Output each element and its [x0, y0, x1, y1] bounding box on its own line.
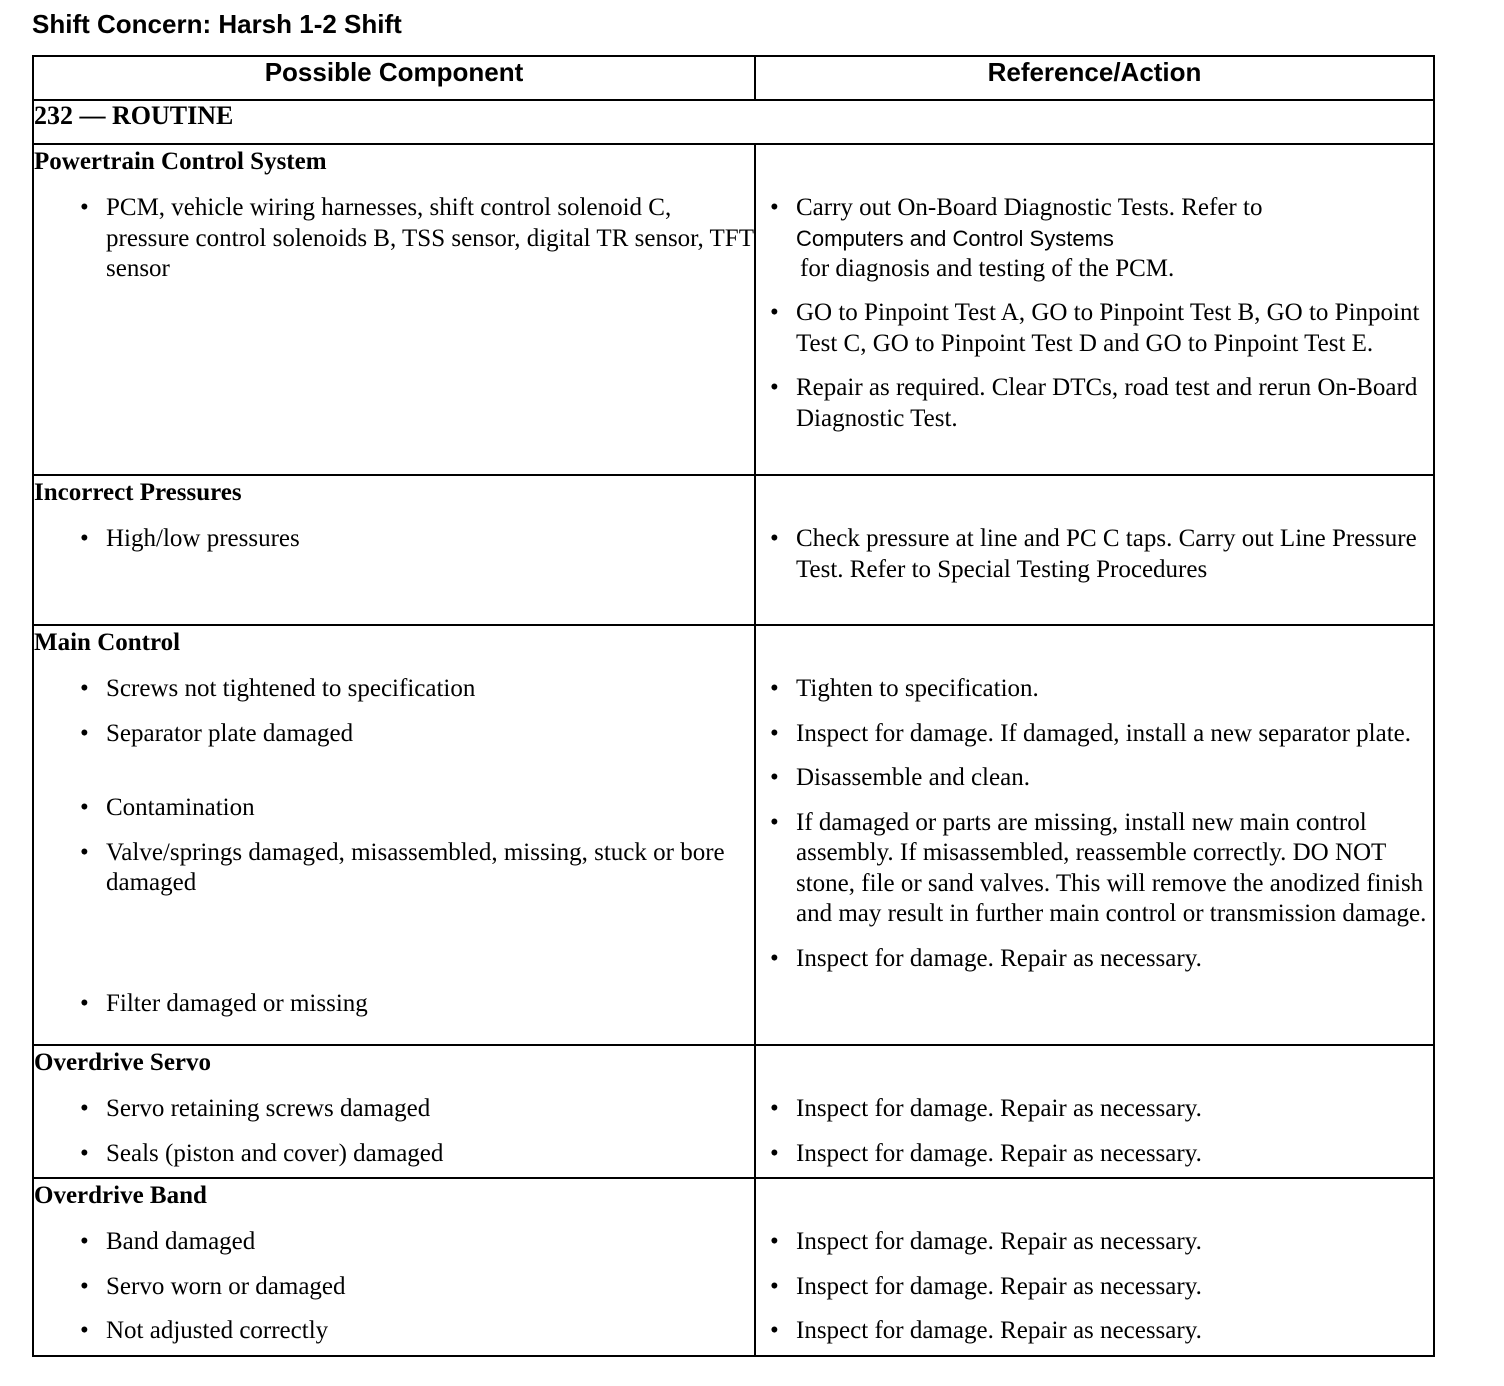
- action-list: [756, 1094, 1433, 1169]
- component-item: • Valve/springs damaged, misassembled, missing, stuck or bore damaged: [34, 838, 754, 899]
- action-cell: [755, 625, 1434, 1045]
- component-item: • Contamination: [34, 793, 754, 824]
- action-text: Carry out On-Board Diagnostic Tests. Refer to: [796, 194, 1263, 221]
- action-list: [756, 1227, 1433, 1347]
- group-title: Main Control: [34, 629, 181, 656]
- component-item: • Filter damaged or missing: [34, 989, 754, 1020]
- action-cell: [755, 1178, 1434, 1356]
- component-item: • PCM, vehicle wiring harnesses, shift control solenoid C, pressure control solenoids B, TSS sensor, digital TR sensor, TFT sensor: [34, 193, 754, 285]
- component-list: [34, 1227, 754, 1347]
- action-item: [756, 193, 1433, 284]
- group-row-incorrect-pressures: [33, 475, 1434, 625]
- component-cell: [33, 625, 755, 1045]
- group-row-overdrive-servo: [33, 1045, 1434, 1178]
- component-cell: [33, 1178, 755, 1356]
- component-item: • Servo worn or damaged: [34, 1272, 754, 1303]
- group-row-overdrive-band: [33, 1178, 1434, 1356]
- action-list: [756, 674, 1433, 974]
- component-item: • Screws not tightened to specification: [34, 674, 754, 705]
- component-item: • Seals (piston and cover) damaged: [34, 1139, 754, 1170]
- component-list: [34, 1094, 754, 1169]
- action-item: • If damaged or parts are missing, install new main control assembly. If misassembled, reassemble correctly. DO NOT stone, file or sand valves. This will remove the anodized finish and may result in further main control or transmission damage.: [756, 808, 1433, 930]
- component-cell: [33, 475, 755, 625]
- group-title: Powertrain Control System: [34, 148, 327, 175]
- action-item: • Disassemble and clean.: [756, 763, 1433, 794]
- action-cell: [755, 1045, 1434, 1178]
- action-item: • Inspect for damage. Repair as necessary.: [756, 1094, 1433, 1125]
- action-cell: [755, 144, 1434, 475]
- component-cell: [33, 1045, 755, 1178]
- routine-label: 232 — ROUTINE: [33, 100, 1434, 144]
- action-item: • Tighten to specification.: [756, 674, 1433, 705]
- diagnosis-table: [32, 55, 1435, 1357]
- routine-row: [33, 100, 1434, 144]
- group-row-main-control: [33, 625, 1434, 1045]
- group-title: Overdrive Servo: [34, 1049, 212, 1076]
- group-title: Overdrive Band: [34, 1182, 207, 1209]
- group-row-powertrain-control-system: [33, 144, 1434, 475]
- page-title: Shift Concern: Harsh 1-2 Shift: [32, 9, 402, 39]
- component-cell: [33, 144, 755, 475]
- component-item: • Servo retaining screws damaged: [34, 1094, 754, 1125]
- action-list: [756, 193, 1433, 434]
- reference-link: Computers and Control Systems: [796, 225, 1114, 251]
- action-cell: [755, 475, 1434, 625]
- action-item: • Inspect for damage. Repair as necessary.: [756, 1139, 1433, 1170]
- action-item: • Check pressure at line and PC C taps. Carry out Line Pressure Test. Refer to Special Testing Procedures: [756, 524, 1433, 585]
- component-item: • Not adjusted correctly: [34, 1316, 754, 1347]
- component-list: [34, 674, 754, 1019]
- component-item: • Separator plate damaged: [34, 719, 754, 750]
- column-header-component: Possible Component: [33, 56, 755, 100]
- action-item: • Inspect for damage. Repair as necessary.: [756, 944, 1433, 975]
- action-item: • Repair as required. Clear DTCs, road test and rerun On-Board Diagnostic Test.: [756, 373, 1433, 434]
- component-item: • Band damaged: [34, 1227, 754, 1258]
- component-list: [34, 193, 754, 285]
- component-item: • High/low pressures: [34, 524, 754, 555]
- column-header-action: Reference/Action: [755, 56, 1434, 100]
- action-item: • Inspect for damage. Repair as necessary.: [756, 1227, 1433, 1258]
- component-list: [34, 524, 754, 555]
- action-item: • Inspect for damage. If damaged, install a new separator plate.: [756, 719, 1433, 750]
- group-title: Incorrect Pressures: [34, 479, 242, 506]
- action-text-tail: for diagnosis and testing of the PCM.: [800, 254, 1175, 282]
- action-item: • GO to Pinpoint Test A, GO to Pinpoint Test B, GO to Pinpoint Test C, GO to Pinpoint Test D and GO to Pinpoint Test E.: [756, 298, 1433, 359]
- action-item: • Inspect for damage. Repair as necessary.: [756, 1272, 1433, 1303]
- action-item: • Inspect for damage. Repair as necessary.: [756, 1316, 1433, 1347]
- header-row: [33, 56, 1434, 100]
- action-list: [756, 524, 1433, 585]
